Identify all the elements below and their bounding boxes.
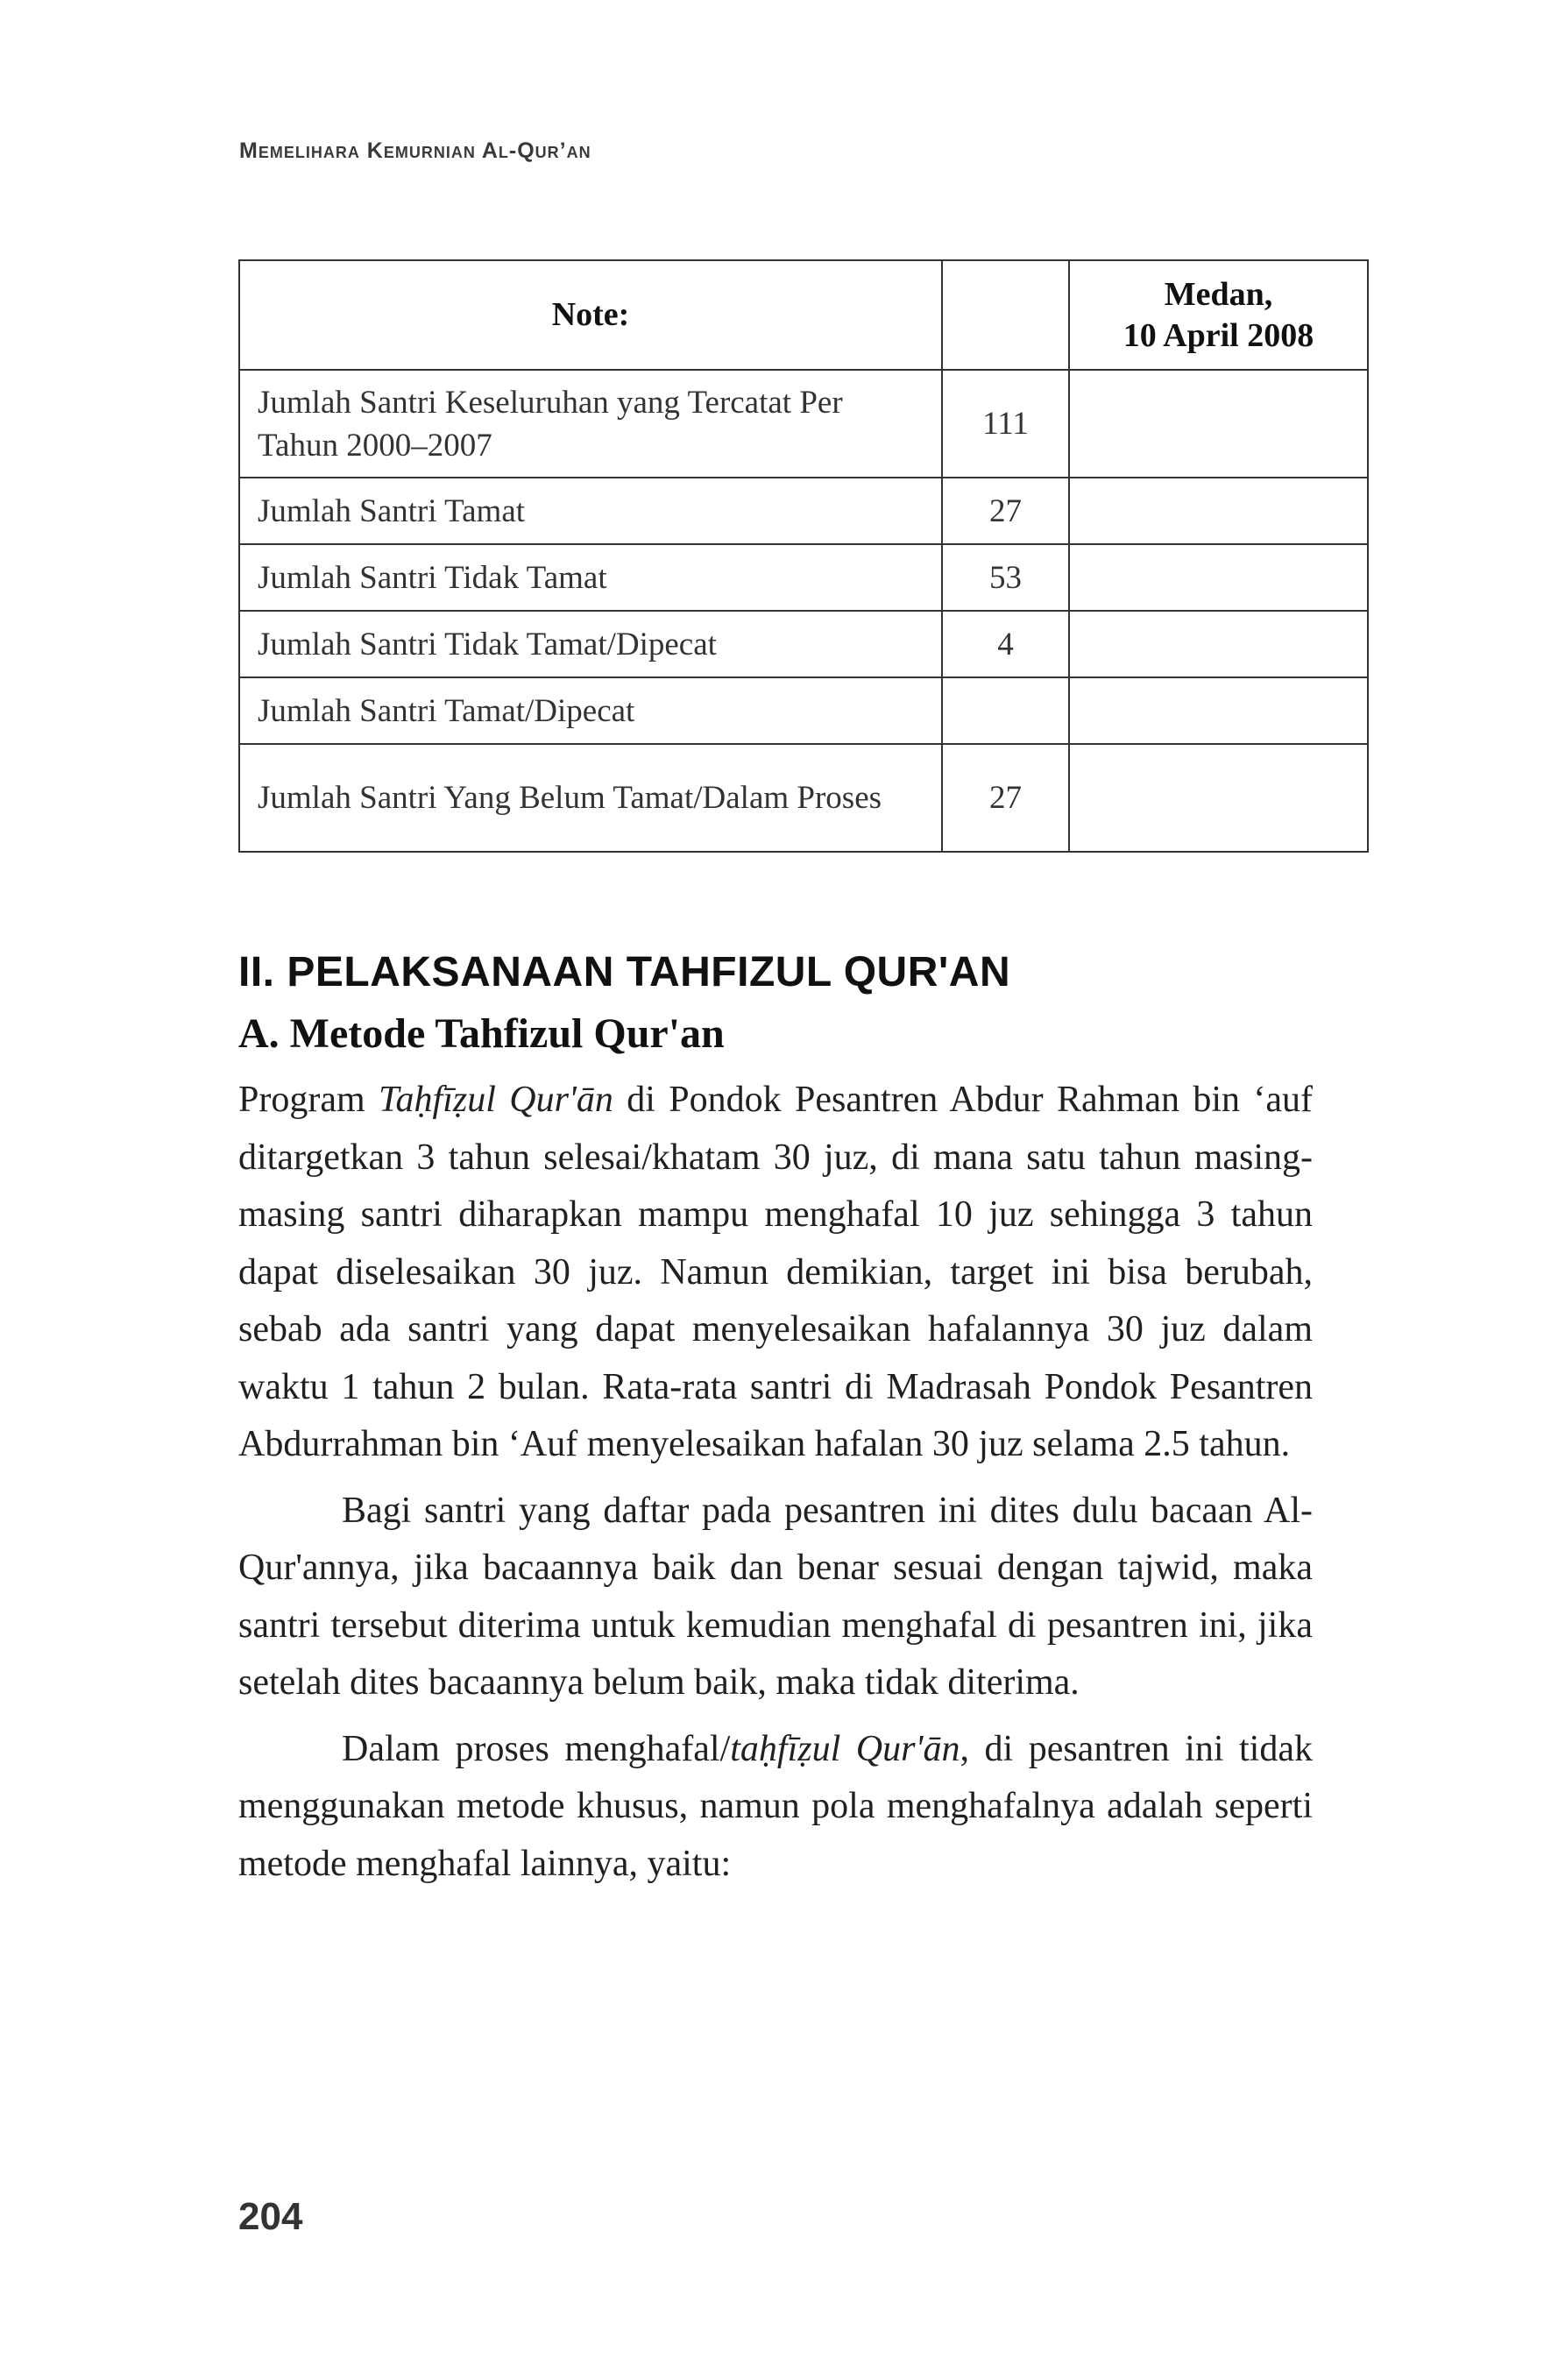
table-row xyxy=(239,611,1368,677)
p1-term: Taḥfīẓul Qur'ān xyxy=(379,1080,613,1120)
santri-statistics-table xyxy=(238,259,1369,853)
note-label: Note: xyxy=(239,260,942,370)
row-label: Jumlah Santri Tamat/Dipecat xyxy=(239,677,942,744)
p3-start: Dalam proses menghafal/ xyxy=(342,1728,731,1769)
table-row xyxy=(239,544,1368,611)
table-header-row xyxy=(239,260,1368,370)
p3-rest: , di pesantren ini tidak menggunakan metode khusus, namun pola menghafalnya adalah seperti metode menghafal lainnya, yaitu: xyxy=(238,1728,1313,1884)
table-row xyxy=(239,744,1368,852)
section-heading: II. PELAKSANAAN TAHFIZUL QUR'AN xyxy=(238,949,1011,995)
table-row xyxy=(239,677,1368,744)
paragraph-1 xyxy=(238,1072,1313,1474)
row-label: Jumlah Santri Tidak Tamat/Dipecat xyxy=(239,611,942,677)
row-label: Jumlah Santri Keseluruhan yang Tercatat Per Tahun 2000–2007 xyxy=(239,370,942,478)
subsection-heading: A. Metode Tahfizul Qur'an xyxy=(238,1010,725,1057)
row-value: 27 xyxy=(942,744,1069,852)
p1-start: Program xyxy=(238,1080,379,1120)
running-head: Memelihara Kemurnian Al-Qur’an xyxy=(239,138,591,163)
row-extra xyxy=(1069,544,1368,611)
row-value xyxy=(942,677,1069,744)
row-extra xyxy=(1069,478,1368,544)
row-value: 111 xyxy=(942,370,1069,478)
row-value: 27 xyxy=(942,478,1069,544)
page-number: 204 xyxy=(238,2195,303,2238)
date-value: 10 April 2008 xyxy=(1123,316,1314,354)
date-place: Medan, xyxy=(1164,275,1273,313)
body-text xyxy=(238,1072,1313,1893)
row-value: 53 xyxy=(942,544,1069,611)
p1-rest: di Pondok Pesantren Abdur Rahman bin ‘auf ditargetkan 3 tahun selesai/khatam 30 juz, di mana satu tahun masing-masing santri diharapkan mampu menghafal 10 juz sehingga 3 tahun dapat diselesaikan 30 juz. Namun demikian, target ini bisa berubah, sebab ada santri yang dapat menyelesaikan hafalannya 30 juz dalam waktu 1 tahun 2 bulan. Rata-rata santri di Madrasah Pondok Pesantren Abdurrahman bin ‘Auf menyelesaikan hafalan 30 juz selama 2.5 tahun. xyxy=(238,1080,1314,1464)
row-extra xyxy=(1069,677,1368,744)
header-empty-cell xyxy=(942,260,1069,370)
paragraph-3 xyxy=(238,1721,1313,1894)
row-label: Jumlah Santri Tamat xyxy=(239,478,942,544)
row-extra xyxy=(1069,744,1368,852)
table-row xyxy=(239,370,1368,478)
row-label: Jumlah Santri Yang Belum Tamat/Dalam Proses xyxy=(239,744,942,852)
date-cell xyxy=(1069,260,1368,370)
row-value: 4 xyxy=(942,611,1069,677)
row-extra xyxy=(1069,611,1368,677)
row-label: Jumlah Santri Tidak Tamat xyxy=(239,544,942,611)
paragraph-2: Bagi santri yang daftar pada pesantren ini dites dulu bacaan Al-Qur'annya, jika bacaannya baik dan benar sesuai dengan tajwid, maka santri tersebut diterima untuk kemudian menghafal di pesantren ini, jika setelah dites bacaannya belum baik, maka tidak diterima. xyxy=(238,1490,1313,1703)
table-row xyxy=(239,478,1368,544)
row-extra xyxy=(1069,370,1368,478)
p3-term: taḥfīẓul Qur'ān xyxy=(730,1728,960,1769)
